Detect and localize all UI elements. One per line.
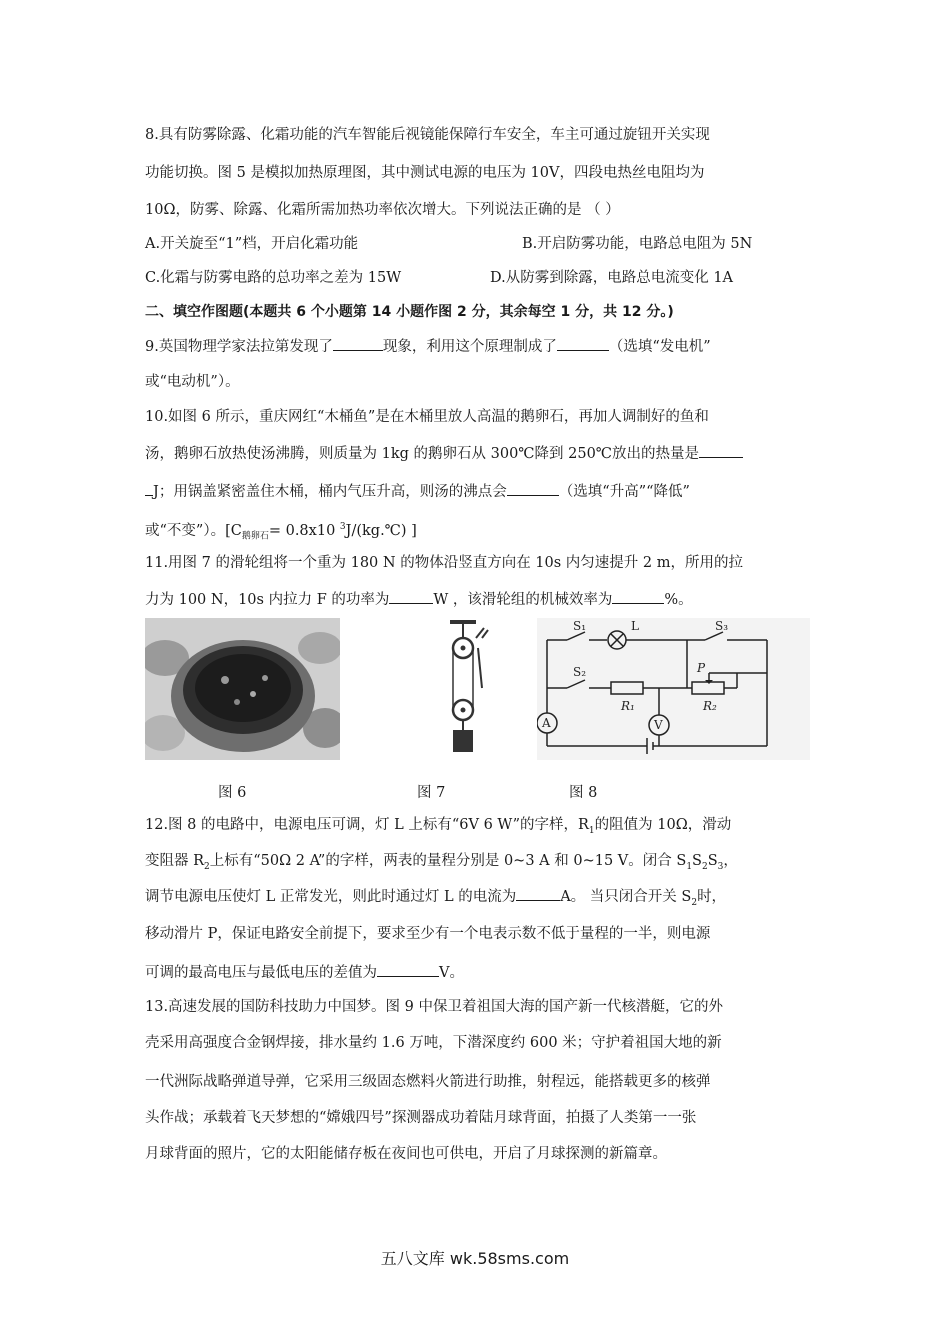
q9-blank-1 <box>333 336 383 351</box>
q9-text-a: 9.英国物理学家法拉第发现了 <box>145 339 333 355</box>
q10-text-3a: J；用锅盖紧密盖住木桶，桶内气压升高，则汤的沸点会 <box>153 484 507 500</box>
q12-blank-1 <box>516 886 560 901</box>
q12-sub-2: 2 <box>204 861 210 872</box>
q12-text-1a: 12.图 8 的电路中，电源电压可调，灯 L 上标有“6V 6 W”的字样，R <box>145 817 589 833</box>
q12-text-3b: A。 当只闭合开关 S <box>560 889 692 905</box>
q8-option-d: D.从防雾到除露，电路总电流变化 1A <box>490 270 734 286</box>
q12-text-2f: S <box>707 853 718 869</box>
q12-line2 <box>145 851 738 877</box>
fig8-circuit-diagram <box>537 618 810 760</box>
q10-text-3b: （选填“升高”“降低” <box>558 484 690 500</box>
fig7-caption: 图 7 <box>417 785 446 801</box>
q12-line3 <box>145 886 726 913</box>
q10-line2 <box>145 443 743 464</box>
circuit-label-s1: S₁ <box>573 619 587 633</box>
q8-line2: 功能切换。图 5 是模拟加热原理图，其中测试电源的电压为 10V，四段电热丝电阻均为 <box>145 165 705 181</box>
q12-text-5b: V。 <box>439 965 464 981</box>
q11-text-2b: W ，该滑轮组的机械效率为 <box>433 592 613 608</box>
q10-blank-1 <box>699 443 743 458</box>
q9-blank-2 <box>557 336 609 351</box>
q12-text-5a: 可调的最高电压与最低电压的差值为 <box>145 965 377 981</box>
fig8-caption: 图 8 <box>569 785 598 801</box>
q12-line4: 移动滑片 P，保证电路安全前提下，要求至少有一个电表示数不低于量程的一半，则电源 <box>145 926 711 942</box>
figures-strip <box>145 618 810 760</box>
q12-text-3c: 时， <box>697 889 727 905</box>
section-2-heading: 二、填空作图题(本题共 6 个小题第 14 小题作图 2 分，其余每空 1 分，共 12 分。) <box>145 304 674 320</box>
q12-sub-3: 2 <box>691 897 698 908</box>
q8-line1: 8.具有防雾除露、化霜功能的汽车智能后视镜能保障行车安全，车主可通过旋钮开关实现 <box>145 127 710 143</box>
q11-text-2c: %。 <box>664 592 693 608</box>
circuit-label-s2: S₂ <box>573 665 587 679</box>
circuit-label-voltmeter: V <box>654 718 663 732</box>
q13-line3: 一代洲际战略弹道导弹，它采用三级固态燃料火箭进行助推，射程远，能搭载更多的核弹 <box>145 1074 711 1090</box>
q8-line3: 10Ω，防雾、除露、化霜所需加热功率依次增大。下列说法正确的是 （ ） <box>145 202 620 218</box>
q10-line3 <box>145 481 690 502</box>
q9-text-b: 现象，利用这个原理制成了 <box>382 339 557 355</box>
q12-sub-s3: 3 <box>717 861 724 872</box>
q10-superscript: 3 <box>339 522 346 532</box>
q8-option-a: A.开关旋至“1”档，开启化霜功能 <box>145 236 359 252</box>
fig6-photo <box>145 618 340 760</box>
q11-blank-2 <box>612 589 664 604</box>
q10-blank-1-cont <box>145 481 153 496</box>
q12-text-3a: 调节电源电压使灯 L 正常发光，则此时通过灯 L 的电流为 <box>145 889 517 905</box>
q10-blank-2 <box>507 481 559 496</box>
q12-sub-1: 1 <box>588 825 595 836</box>
footer-watermark: 五八文库 wk.58sms.com <box>380 1249 570 1268</box>
circuit-label-p: P <box>697 661 706 675</box>
q11-line2 <box>145 589 693 610</box>
q12-blank-2 <box>377 962 439 977</box>
q12-sub-s2: 2 <box>701 861 708 872</box>
fig6-wooden-bucket-fish-image <box>145 618 340 760</box>
q11-blank-1 <box>389 589 433 604</box>
q13-line2: 壳采用高强度合金钢焊接，排水量约 1.6 万吨，下潜深度约 600 米；守护着祖国大地的新 <box>145 1035 722 1051</box>
q11-line1: 11.用图 7 的滑轮组将一个重为 180 N 的物体沿竖直方向在 10s 内匀速提升 2 m，所用的拉 <box>145 555 743 571</box>
circuit-label-l: L <box>631 619 639 633</box>
q10-text-2: 汤，鹅卵石放热使汤沸腾，则质量为 1kg 的鹅卵石从 300℃降到 250℃放出的热量是 <box>145 446 700 462</box>
q10-text-4a: 或“不变”）。[C <box>145 522 242 539</box>
q12-sub-s1: 1 <box>686 861 693 872</box>
q10-text-4b: = 0.8x10 <box>268 522 340 539</box>
q12-text-2a: 变阻器 R <box>145 853 205 869</box>
circuit-label-r1: R₁ <box>621 699 635 713</box>
q8-option-b: B.开启防雾功能，电路总电阻为 5N <box>522 236 753 252</box>
q9-line2: 或“电动机”）。 <box>145 374 240 390</box>
q13-line4: 头作战；承载着飞天梦想的“嫦娥四号”探测器成功着陆月球背面，拍摄了人类第一一张 <box>145 1110 697 1126</box>
q12-line1 <box>145 815 731 841</box>
q12-text-2d: S <box>692 853 702 869</box>
q13-line5: 月球背面的照片，它的太阳能储存板在夜间也可供电，开启了月球探测的新篇章。 <box>145 1146 667 1162</box>
q12-text-2h: ， <box>723 853 738 869</box>
q10-line4 <box>145 517 417 547</box>
q8-option-c: C.化霜与防雾电路的总功率之差为 15W <box>145 270 402 286</box>
q11-text-2a: 力为 100 N，10s 内拉力 F 的功率为 <box>145 592 390 608</box>
q9-line1 <box>145 336 711 357</box>
circuit-label-ammeter: A <box>542 716 551 730</box>
q13-line1: 13.高速发展的国防科技助力中国梦。图 9 中保卫着祖国大海的国产新一代核潜艇，它的外 <box>145 999 723 1015</box>
q12-text-1b: 的阻值为 10Ω，滑动 <box>594 817 732 833</box>
fig7-pulley-diagram <box>440 618 500 760</box>
q10-subscript: 鹅卵石 <box>241 531 269 542</box>
q10-text-4c: J/(kg.℃) ] <box>345 522 417 539</box>
circuit-label-s3: S₃ <box>715 619 729 633</box>
circuit-label-r2: R₂ <box>703 699 717 713</box>
q9-text-c: （选填“发电机” <box>608 339 711 355</box>
fig6-caption: 图 6 <box>218 785 247 801</box>
q12-text-2b: 上标有“50Ω 2 A”的字样，两表的量程分别是 0~3 A 和 0~15 V。闭合 S <box>209 853 687 869</box>
q10-line1: 10.如图 6 所示，重庆网红“木桶鱼”是在木桶里放人高温的鹅卵石，再加人调制好的鱼和 <box>145 409 709 425</box>
q12-line5 <box>145 962 464 983</box>
